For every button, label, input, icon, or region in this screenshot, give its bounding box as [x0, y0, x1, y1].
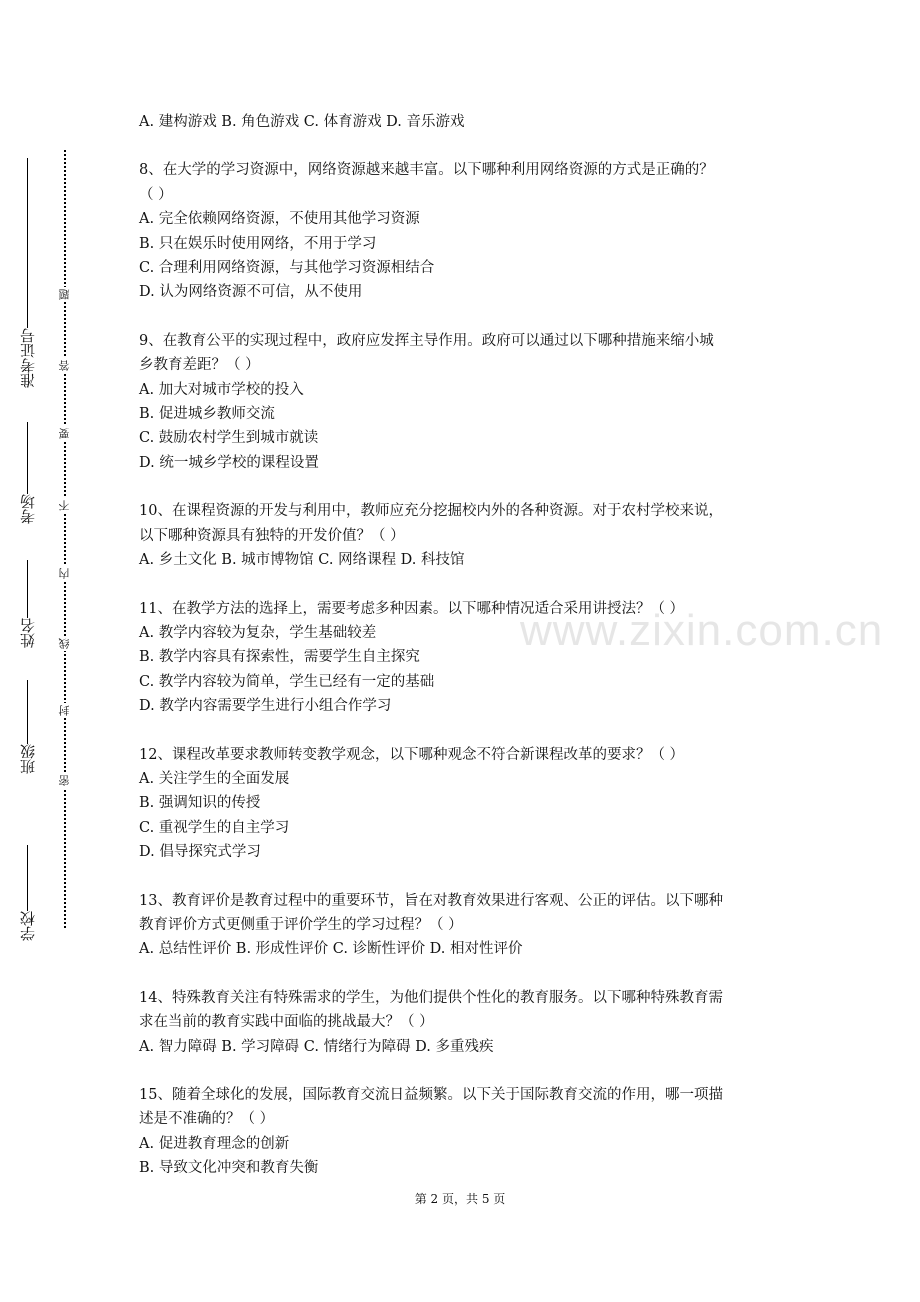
option-d: D. 教学内容需要学生进行小组合作学习 [139, 698, 392, 715]
exam-room-label: 考场 [18, 494, 37, 524]
watermark-text: www.zixin.com.cn [520, 606, 884, 655]
options-line: A. 总结性评价 B. 形成性评价 C. 诊断性评价 D. 相对性评价 [139, 941, 523, 958]
seal-char: 题 [58, 289, 71, 300]
option-d: D. 统一城乡学校的课程设置 [139, 454, 319, 471]
question-stem: 乡教育差距？（ ） [139, 357, 260, 374]
question-11 [139, 597, 789, 719]
question-stem: 述是不准确的？（ ） [139, 1111, 275, 1128]
question-stem: 13、教育评价是教育过程中的重要环节，旨在对教育效果进行客观、公正的评估。以下哪种 [139, 892, 723, 909]
question-13 [139, 889, 789, 962]
exam-id-field [14, 158, 40, 388]
option-a: A. 促进教育理念的创新 [139, 1135, 290, 1152]
question-stem: 10、在课程资源的开发与利用中，教师应充分挖掘校内外的各种资源。对于农村学校来说， [139, 503, 723, 520]
option-d: D. 认为网络资源不可信，从不使用 [139, 284, 363, 301]
class-label: 班级 [18, 744, 37, 774]
seal-dotted-line [64, 150, 66, 928]
exam-id-underline [27, 158, 28, 328]
option-a: A. 教学内容较为复杂，学生基础较差 [139, 624, 377, 641]
option-a: A. 关注学生的全面发展 [139, 770, 290, 787]
question-stem: （ ） [139, 186, 173, 203]
question-10 [139, 499, 789, 572]
seal-char: 答 [58, 360, 71, 371]
question-15 [139, 1083, 789, 1181]
option-b: B. 教学内容具有探索性，需要学生自主探究 [139, 649, 420, 666]
class-underline [27, 680, 28, 744]
option-b: B. 只在娱乐时使用网络，不用于学习 [139, 235, 377, 252]
school-underline [27, 845, 28, 911]
question-line: A. 建构游戏 B. 角色游戏 C. 体育游戏 D. 音乐游戏 [139, 114, 465, 130]
question-stem: 14、特殊教育关注有特殊需求的学生，为他们提供个性化的教育服务。以下哪种特殊教育需 [139, 989, 723, 1006]
class-field [14, 680, 40, 774]
option-d: D. 倡导探究式学习 [139, 844, 261, 861]
name-field [14, 560, 40, 648]
option-b: B. 导致文化冲突和教育失衡 [139, 1160, 319, 1177]
option-a: A. 完全依赖网络资源，不使用其他学习资源 [139, 211, 420, 228]
question-12 [139, 743, 789, 865]
school-field [14, 845, 40, 941]
question-stem: 15、随着全球化的发展，国际教育交流日益频繁。以下关于国际教育交流的作用，哪一项描 [139, 1087, 723, 1103]
option-c: C. 合理利用网络资源，与其他学习资源相结合 [139, 260, 435, 277]
seal-char: 要 [58, 428, 71, 439]
question-stem: 11、在教学方法的选择上，需要考虑多种因素。以下哪种情况适合采用讲授法？（ ） [139, 600, 685, 617]
question-8 [139, 158, 789, 304]
seal-char: 内 [58, 568, 71, 579]
seal-char: 线 [58, 638, 71, 649]
question-stem: 9、在教育公平的实现过程中，政府应发挥主导作用。政府可以通过以下哪种措施来缩小城 [139, 332, 714, 349]
question-7-options [139, 110, 789, 134]
school-label: 学校 [18, 911, 37, 941]
question-list [139, 110, 789, 1181]
seal-char: 不 [58, 500, 71, 511]
question-stem: 教育评价方式更侧重于评价学生的学习过程？（ ） [139, 916, 463, 933]
question-14 [139, 986, 789, 1059]
seal-char: 密 [58, 775, 71, 786]
option-a: A. 加大对城市学校的投入 [139, 381, 304, 398]
name-label: 姓名 [18, 618, 37, 648]
option-b: B. 强调知识的传授 [139, 795, 261, 812]
seal-char: 封 [58, 705, 71, 716]
question-stem: 8、在大学的学习资源中，网络资源越来越丰富。以下哪种利用网络资源的方式是正确的？ [139, 162, 714, 179]
question-stem: 12、课程改革要求教师转变教学观念，以下哪种观念不符合新课程改革的要求？（ ） [139, 746, 685, 763]
option-c: C. 教学内容较为简单，学生已经有一定的基础 [139, 673, 435, 690]
exam-room-underline [27, 422, 28, 494]
page-footer: 第 2 页，共 5 页 [414, 1192, 506, 1206]
exam-room-field [14, 422, 40, 524]
option-c: C. 鼓励农村学生到城市就读 [139, 430, 319, 447]
option-c: C. 重视学生的自主学习 [139, 819, 290, 836]
options-line: A. 智力障碍 B. 学习障碍 C. 情绪行为障碍 D. 多重残疾 [139, 1038, 494, 1055]
question-9 [139, 329, 789, 475]
option-b: B. 促进城乡教师交流 [139, 406, 275, 423]
name-underline [27, 560, 28, 618]
question-stem: 以下哪种资源具有独特的开发价值？（ ） [139, 527, 405, 544]
question-stem: 求在当前的教育实践中面临的挑战最大？（ ） [139, 1014, 434, 1031]
options-line: A. 乡土文化 B. 城市博物馆 C. 网络课程 D. 科技馆 [139, 552, 465, 569]
exam-id-label: 准考证号 [18, 328, 37, 388]
